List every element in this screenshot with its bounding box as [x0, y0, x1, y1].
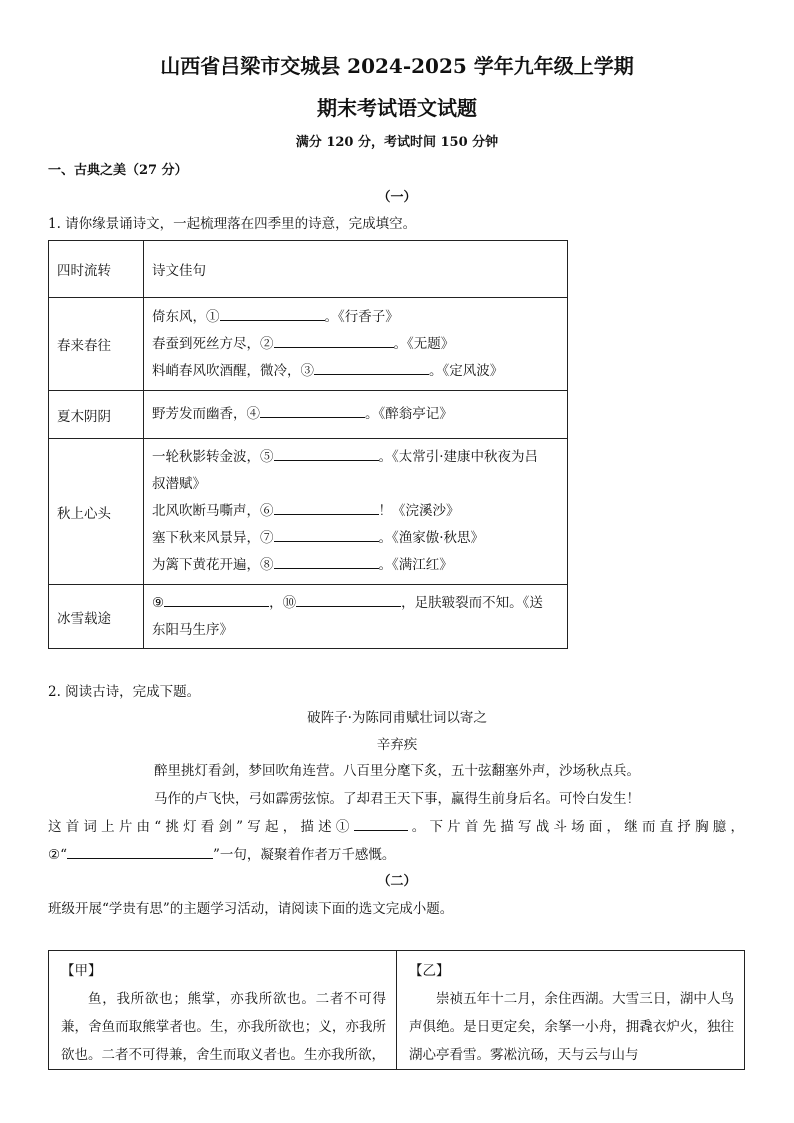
- poem-line-2: 马作的卢飞快，弓如霹雳弦惊。了却君王天下事，赢得生前身后名。可怜白发生！: [154, 791, 640, 807]
- passage-jia-label: 【甲】: [61, 963, 102, 979]
- summer-lines: [144, 391, 568, 439]
- fill-line-5: 一轮秋影转金波，⑤ 。《太常引·建康中秋夜为吕: [152, 444, 559, 471]
- table-row-summer: [49, 391, 568, 439]
- passage-jia-text: 鱼，我所欲也；熊掌，亦我所欲也。二者不可得兼，舍鱼而取熊掌者也。生，亦我所欲也；义，亦我所欲也。二者不可得兼，舍生而取义者也。生亦我所欲，: [61, 991, 386, 1063]
- reading-passages-box: [48, 950, 745, 1070]
- fill-line-5-cont: 叔潜赋》: [152, 476, 206, 492]
- autumn-lines: [144, 439, 568, 585]
- exam-title-line2: 期末考试语文试题: [317, 96, 477, 120]
- season-spring: 春来春往: [49, 298, 144, 391]
- blank-2[interactable]: [274, 333, 394, 348]
- question-1-prompt: 1. 请你缘景诵诗文，一起梳理落在四季里的诗意，完成填空。: [48, 216, 417, 232]
- blank-q2-2[interactable]: [67, 844, 213, 859]
- passage-yi-label: 【乙】: [409, 963, 450, 979]
- blank-7[interactable]: [274, 527, 379, 542]
- passage-jia: [49, 951, 396, 1069]
- winter-lines: [144, 585, 568, 649]
- poem-author: 辛弃疾: [376, 737, 418, 753]
- poem-line-1: 醉里挑灯看剑，梦回吹角连营。八百里分麾下炙，五十弦翻塞外声，沙场秋点兵。: [154, 763, 640, 779]
- poem-title: 破阵子·为陈同甫赋壮词以寄之: [307, 710, 487, 726]
- fill-line-9-10: ⑨ ，⑩ ，足肤皲裂而不知。《送: [152, 590, 559, 617]
- exam-title-line1: 山西省吕梁市交城县 2024-2025 学年九年级上学期: [160, 54, 634, 78]
- blank-q2-1[interactable]: [354, 816, 408, 831]
- question-3-prompt: 班级开展“学贵有思”的主题学习活动，请阅读下面的选文完成小题。: [48, 901, 454, 917]
- question-2-text-line1: 这首词上片由“挑灯看剑”写起，描述① 。下片首先描写战斗场面，继而直抒胸臆，: [48, 815, 744, 835]
- header-seasons: 四时流转: [49, 241, 144, 298]
- fill-line-8: 为篱下黄花开遍，⑧ 。《满江红》: [152, 552, 559, 579]
- section-heading: 一、古典之美（27 分）: [48, 163, 188, 178]
- fill-line-1: 倚东风，① 。《行香子》: [152, 304, 559, 331]
- fill-line-3: 料峭春风吹酒醒，微冷，③ 。《定风波》: [152, 358, 559, 385]
- fill-line-2: 春蚕到死丝方尽，② 。《无题》: [152, 331, 559, 358]
- fill-line-7: 塞下秋来风景异，⑦ 。《渔家傲·秋思》: [152, 525, 559, 552]
- question-2-text-line2: ②“ ”一句，凝聚着作者万千感慨。: [48, 843, 395, 863]
- spring-lines: [144, 298, 568, 391]
- blank-9[interactable]: [164, 592, 269, 607]
- blank-8[interactable]: [274, 554, 379, 569]
- passage-yi-text: 崇祯五年十二月，余住西湖。大雪三日，湖中人鸟声俱绝。是日更定矣，余拏一小舟，拥毳衣炉火，独往湖心亭看雪。雾凇沆砀，天与云与山与: [409, 991, 734, 1063]
- blank-6[interactable]: [274, 500, 379, 515]
- part-label-one: （一）: [377, 190, 417, 205]
- fill-line-9-10-cont: 东阳马生序》: [152, 621, 233, 638]
- blank-5[interactable]: [274, 446, 379, 461]
- season-autumn: 秋上心头: [49, 439, 144, 585]
- fill-line-6: 北风吹断马嘶声，⑥ ！《浣溪沙》: [152, 498, 559, 525]
- table-row-spring: [49, 298, 568, 391]
- blank-10[interactable]: [296, 592, 401, 607]
- table-row-autumn: [49, 439, 568, 585]
- question-2-prompt: 2. 阅读古诗，完成下题。: [48, 684, 201, 700]
- season-summer: 夏木阴阴: [49, 391, 144, 439]
- blank-1[interactable]: [220, 306, 325, 321]
- blank-3[interactable]: [314, 360, 429, 375]
- season-winter: 冰雪载途: [49, 585, 144, 649]
- exam-subtitle: 满分 120 分，考试时间 150 分钟: [295, 135, 499, 150]
- part-label-two: （二）: [377, 874, 417, 889]
- table-header-row: [49, 241, 568, 298]
- passage-yi: [396, 951, 744, 1069]
- blank-4[interactable]: [260, 403, 365, 418]
- table-row-winter: [49, 585, 568, 649]
- header-lines: 诗文佳句: [144, 241, 568, 298]
- fill-line-4: 野芳发而幽香，④ 。《醉翁亭记》: [152, 401, 559, 428]
- poem-fill-table: [48, 240, 568, 649]
